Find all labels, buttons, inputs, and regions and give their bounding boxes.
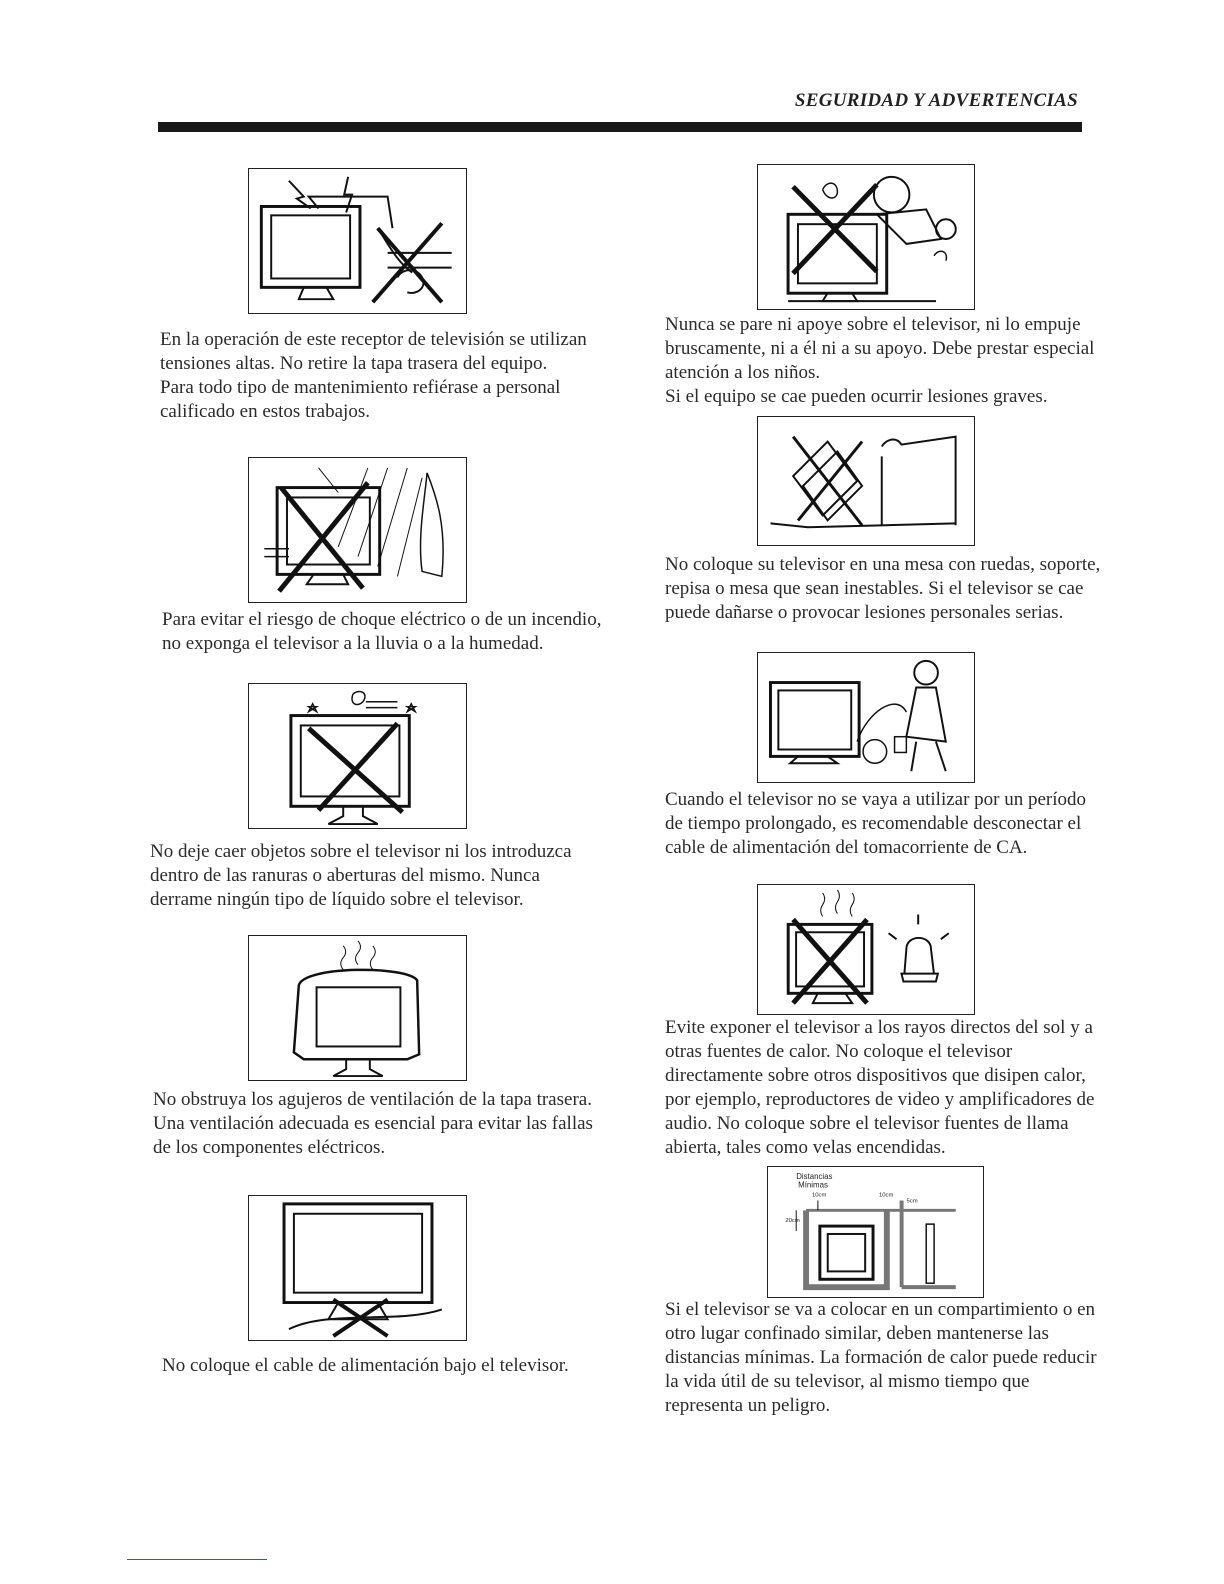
paragraph-line: Si el televisor se va a colocar en un compartimiento o en otro lugar confinado similar, deben mantenerse las distancias mínimas. La formación de calor puede reducir la vida útil de su televisor, al mismo tiempo que representa un peligro. (665, 1299, 1097, 1416)
diagram-title-line2: Mínimas (798, 1180, 828, 1190)
header-rule (158, 122, 1082, 132)
paragraph-unstable-table (665, 553, 1105, 625)
diagram-dim-top-right: 10cm (878, 1192, 894, 1199)
paragraph-line: En la operación de este receptor de televisión se utilizan tensiones altas. No retire la tapa trasera del equipo. (160, 329, 587, 374)
diagram-dim-side: 5cm (906, 1198, 918, 1205)
footer-link-underline (127, 1559, 267, 1560)
illustration-min-distances (767, 1166, 984, 1298)
illustration-unstable-table (757, 416, 975, 546)
illustration-child-push (757, 164, 975, 310)
illustration-rain (248, 457, 467, 603)
paragraph-line: Si el equipo se cae pueden ocurrir lesiones graves. (665, 386, 1048, 407)
diagram-dim-top-left: 10cm (811, 1192, 827, 1199)
paragraph-line: No coloque su televisor en una mesa con ruedas, soporte, repisa o mesa que sean inestables. Si el televisor se cae puede dañarse o provocar lesiones personales serias. (665, 554, 1101, 623)
paragraph-line: Nunca se pare ni apoye sobre el televisor, ni lo empuje bruscamente, ni a él ni a su apoyo. Debe prestar especial atención a los niños. (665, 314, 1095, 383)
paragraph-line: No coloque el cable de alimentación bajo el televisor. (162, 1355, 569, 1376)
paragraph-line: Para evitar el riesgo de choque eléctrico o de un incendio, no exponga el televisor a la lluvia o a la humedad. (162, 609, 602, 654)
paragraph-ventilation (153, 1088, 603, 1160)
illustration-unplug (757, 652, 975, 783)
paragraph-objects (150, 840, 600, 912)
illustration-high-voltage (248, 168, 467, 314)
paragraph-child-push (665, 313, 1105, 409)
illustration-heat-sources (757, 884, 975, 1015)
diagram-title-line1: Distancias (796, 1171, 833, 1181)
paragraph-line: No obstruya los agujeros de ventilación de la tapa trasera. (153, 1089, 592, 1110)
illustration-objects (248, 683, 467, 829)
paragraph-unplug (665, 788, 1105, 860)
paragraph-power-cable (162, 1354, 602, 1378)
paragraph-line: Cuando el televisor no se vaya a utilizar por un período de tiempo prolongado, es recomendable desconectar el cable de alimentación del tomacorriente de CA. (665, 789, 1087, 858)
paragraph-high-voltage (160, 328, 600, 424)
paragraph-line: Evite exponer el televisor a los rayos directos del sol y a otras fuentes de calor. No coloque el televisor directamente sobre otros dispositivos que disipen calor, por ejemplo, reproductores de video y amplificadores de audio. No coloque sobre el televisor fuentes de llama abierta, tales como velas encendidas. (665, 1017, 1095, 1158)
paragraph-line: Para todo tipo de mantenimiento refiérase a personal calificado en estos trabajos. (160, 377, 561, 422)
paragraph-line: Una ventilación adecuada es esencial para evitar las fallas de los componentes eléctricos. (153, 1113, 593, 1158)
page-header-title: SEGURIDAD Y ADVERTENCIAS (794, 90, 1078, 111)
diagram-dim-left: 20cm (785, 1218, 800, 1225)
paragraph-line: No deje caer objetos sobre el televisor ni los introduzca dentro de las ranuras o aberturas del mismo. Nunca derrame ningún tipo de líquido sobre el televisor. (150, 841, 572, 910)
paragraph-rain (162, 608, 602, 656)
paragraph-heat-sources (665, 1016, 1110, 1160)
paragraph-min-distances (665, 1298, 1110, 1418)
illustration-ventilation (248, 935, 467, 1081)
illustration-power-cable (248, 1195, 467, 1341)
